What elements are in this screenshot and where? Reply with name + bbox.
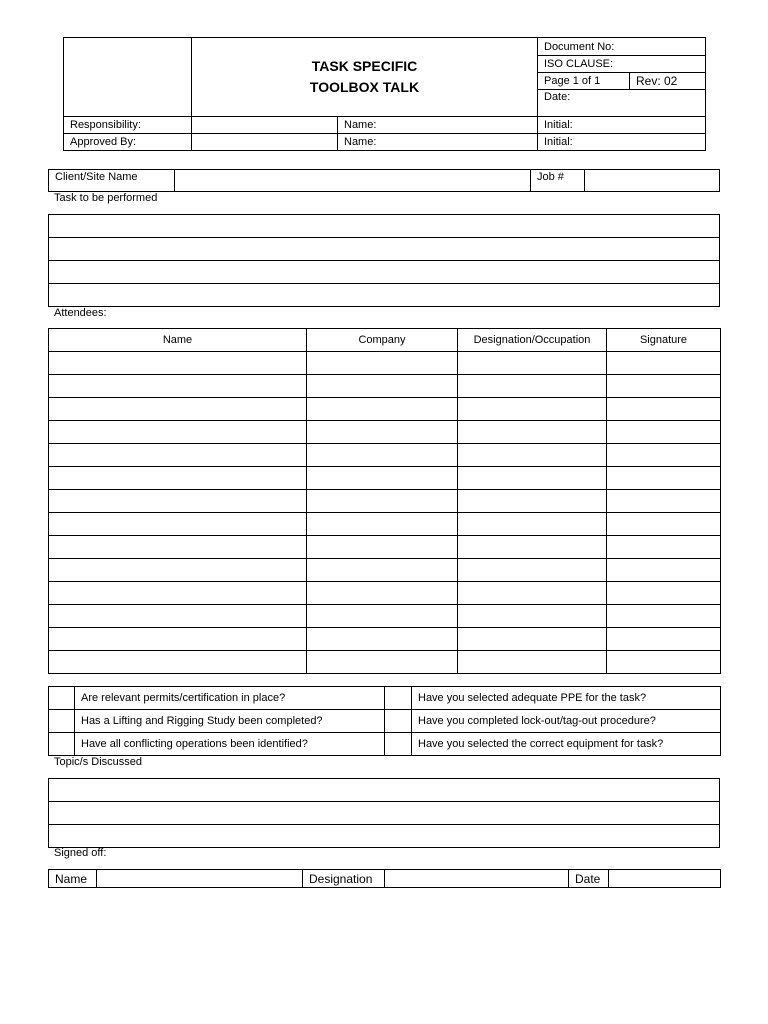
attendee-name-cell[interactable] [49,536,307,559]
task-line[interactable] [49,284,720,307]
attendee-designation-cell[interactable] [458,375,607,398]
topics-table [48,778,720,848]
attendee-signature-cell[interactable] [607,421,721,444]
signoff-name-label: Name [49,870,97,888]
signoff-row [48,869,721,888]
attendee-company-cell[interactable] [307,444,458,467]
attendee-company-cell[interactable] [307,490,458,513]
approved-by-label: Approved By: [64,134,192,151]
job-number-label: Job # [531,170,585,192]
attendee-signature-cell[interactable] [607,513,721,536]
table-row [49,398,721,421]
attendee-signature-cell[interactable] [607,605,721,628]
attendee-name-cell[interactable] [49,444,307,467]
responsibility-label: Responsibility: [64,117,192,134]
table-row [49,513,721,536]
attendee-signature-cell[interactable] [607,398,721,421]
attendee-designation-cell[interactable] [458,651,607,674]
attendee-designation-cell[interactable] [458,352,607,375]
form-title [192,38,538,117]
attendee-name-cell[interactable] [49,628,307,651]
attendee-signature-cell[interactable] [607,375,721,398]
attendee-signature-cell[interactable] [607,352,721,375]
topic-line[interactable] [49,825,720,848]
attendee-designation-cell[interactable] [458,582,607,605]
iso-clause-field: ISO CLAUSE: [538,56,706,73]
attendee-name-cell[interactable] [49,467,307,490]
attendee-name-cell[interactable] [49,651,307,674]
attendee-signature-cell[interactable] [607,651,721,674]
task-line[interactable] [49,261,720,284]
attendees-col-company: Company [307,329,458,352]
table-row [49,467,721,490]
attendee-name-cell[interactable] [49,352,307,375]
signed-off-label: Signed off: [54,847,107,859]
table-row [49,375,721,398]
attendee-signature-cell[interactable] [607,444,721,467]
checklist-item: Have you selected the correct equipment for task? [412,733,721,756]
responsibility-initial-field[interactable]: Initial: [538,117,706,134]
attendee-company-cell[interactable] [307,398,458,421]
checklist-item: Are relevant permits/certification in place? [75,687,385,710]
attendee-name-cell[interactable] [49,582,307,605]
responsibility-input[interactable] [192,117,338,134]
table-row [49,651,721,674]
table-row [49,490,721,513]
topic-line[interactable] [49,802,720,825]
attendee-designation-cell[interactable] [458,536,607,559]
document-header [63,37,706,151]
logo-area [64,38,192,117]
attendees-col-signature: Signature [607,329,721,352]
table-row [49,582,721,605]
topics-label: Topic/s Discussed [54,756,143,768]
revision-number: Rev: 02 [630,73,706,90]
job-number-input[interactable] [585,170,720,192]
attendee-name-cell[interactable] [49,513,307,536]
checklist-checkbox[interactable] [385,710,412,733]
attendee-name-cell[interactable] [49,398,307,421]
attendees-table [48,328,721,674]
form-title-line1: TASK SPECIFIC [311,58,418,74]
signoff-date-input[interactable] [609,870,721,888]
attendee-designation-cell[interactable] [458,605,607,628]
signoff-designation-input[interactable] [385,870,569,888]
checklist-checkbox[interactable] [49,710,75,733]
date-field: Date: [538,90,706,117]
attendee-designation-cell[interactable] [458,513,607,536]
signoff-date-label: Date [569,870,609,888]
attendee-designation-cell[interactable] [458,467,607,490]
signoff-name-input[interactable] [97,870,303,888]
attendee-name-cell[interactable] [49,490,307,513]
task-line[interactable] [49,215,720,238]
checklist-item: Have you completed lock-out/tag-out procedure? [412,710,721,733]
attendee-company-cell[interactable] [307,536,458,559]
attendee-company-cell[interactable] [307,605,458,628]
table-row [49,421,721,444]
attendee-designation-cell[interactable] [458,490,607,513]
attendee-name-cell[interactable] [49,421,307,444]
page-number: Page 1 of 1 [538,73,630,90]
attendee-signature-cell[interactable] [607,490,721,513]
table-row [49,605,721,628]
attendee-name-cell[interactable] [49,559,307,582]
attendee-name-cell[interactable] [49,605,307,628]
approved-by-input[interactable] [192,134,338,151]
checklist-checkbox[interactable] [385,687,412,710]
task-line[interactable] [49,238,720,261]
attendee-company-cell[interactable] [307,559,458,582]
responsibility-name-field[interactable]: Name: [338,117,538,134]
attendee-designation-cell[interactable] [458,444,607,467]
table-row [49,559,721,582]
attendee-company-cell[interactable] [307,375,458,398]
attendee-signature-cell[interactable] [607,628,721,651]
attendee-signature-cell[interactable] [607,559,721,582]
table-row [49,536,721,559]
safety-checklist [48,686,721,756]
attendee-signature-cell[interactable] [607,582,721,605]
attendee-designation-cell[interactable] [458,421,607,444]
attendee-company-cell[interactable] [307,582,458,605]
attendee-company-cell[interactable] [307,513,458,536]
client-site-input[interactable] [175,170,531,192]
checklist-item: Has a Lifting and Rigging Study been completed? [75,710,385,733]
form-title-line2: TOOLBOX TALK [309,79,420,95]
attendee-designation-cell[interactable] [458,559,607,582]
attendee-designation-cell[interactable] [458,628,607,651]
attendee-designation-cell[interactable] [458,398,607,421]
checklist-item: Have you selected adequate PPE for the task? [412,687,721,710]
table-row [49,352,721,375]
client-site-label: Client/Site Name [49,170,175,192]
signoff-designation-label: Designation [303,870,385,888]
approved-by-name-field[interactable]: Name: [338,134,538,151]
attendees-col-designation: Designation/Occupation [458,329,607,352]
attendee-company-cell[interactable] [307,467,458,490]
attendee-company-cell[interactable] [307,352,458,375]
attendee-company-cell[interactable] [307,628,458,651]
attendee-company-cell[interactable] [307,421,458,444]
attendees-col-name: Name [49,329,307,352]
client-site-row [48,169,720,192]
checklist-item: Have all conflicting operations been identified? [75,733,385,756]
attendee-signature-cell[interactable] [607,467,721,490]
checklist-checkbox[interactable] [49,687,75,710]
attendee-signature-cell[interactable] [607,536,721,559]
document-no-field: Document No: [538,38,706,56]
task-table [48,214,720,307]
approved-by-initial-field[interactable]: Initial: [538,134,706,151]
checklist-checkbox[interactable] [49,733,75,756]
checklist-checkbox[interactable] [385,733,412,756]
attendee-company-cell[interactable] [307,651,458,674]
attendee-name-cell[interactable] [49,375,307,398]
table-row [49,444,721,467]
topic-line[interactable] [49,779,720,802]
attendees-label: Attendees: [54,307,107,319]
table-row [49,628,721,651]
task-label: Task to be performed [54,192,158,204]
